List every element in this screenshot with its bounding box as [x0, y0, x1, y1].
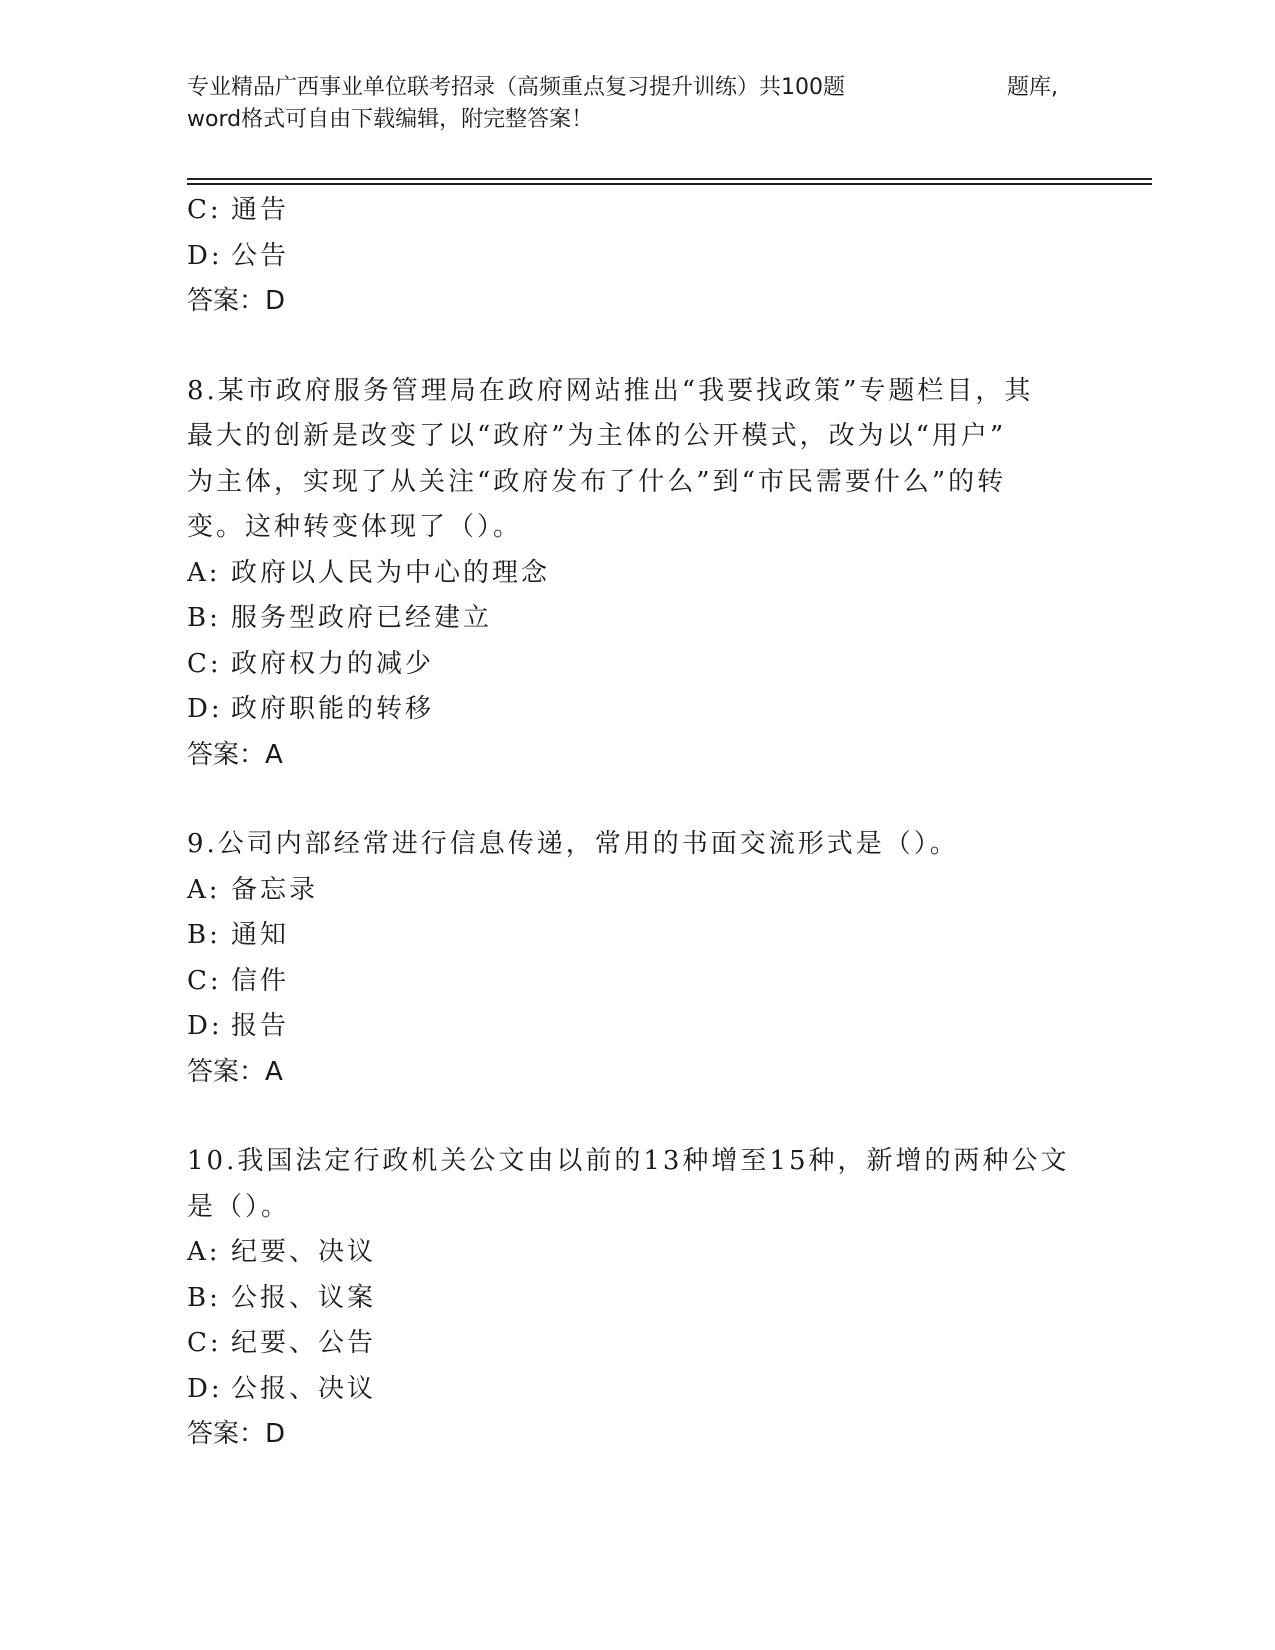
option-key: A:: [187, 1237, 221, 1267]
option-line: [187, 596, 1067, 642]
option-text: 公报、议案: [231, 1282, 377, 1313]
option-key: C:: [187, 965, 222, 996]
option-text: 通告: [231, 195, 290, 225]
option-line: [187, 642, 1067, 688]
option-line: [187, 1276, 1067, 1322]
option-key: D:: [187, 694, 223, 724]
option-line: [187, 1004, 1067, 1050]
document-header: [187, 72, 1067, 136]
option-key: B:: [187, 1282, 221, 1313]
answer-line: 答案：A: [187, 739, 283, 770]
answer-line: 答案：D: [187, 1419, 286, 1449]
option-text: 公告: [231, 240, 290, 271]
option-text: 纪要、决议: [231, 1237, 377, 1267]
question-stem-line: 变。这种转变体现了（）。: [187, 512, 523, 542]
option-line: [187, 188, 1067, 234]
option-key: D:: [187, 1011, 223, 1041]
option-key: D:: [187, 240, 223, 271]
header-title: 专业精品广西事业单位联考招录（高频重点复习提升训练）共100题: [187, 75, 845, 100]
option-key: C:: [187, 648, 222, 679]
option-text: 备忘录: [231, 874, 319, 905]
header-divider-bottom: [187, 183, 1152, 185]
option-text: 政府职能的转移: [231, 694, 435, 724]
option-key: A:: [187, 874, 221, 905]
question-stem-line: 为主体，实现了从关注“政府发布了什么”到“市民需要什么”的转: [187, 466, 1007, 497]
option-key: B:: [187, 920, 221, 950]
question-stem-line: 10.我国法定行政机关公文由以前的13种增至15种，新增的两种公文: [187, 1146, 1070, 1176]
option-line: [187, 1230, 1067, 1276]
option-text: 服务型政府已经建立: [231, 603, 493, 633]
answer-line: 答案：A: [187, 1056, 283, 1087]
question-stem-line: 9.公司内部经常进行信息传递，常用的书面交流形式是（）。: [187, 829, 959, 859]
option-text: 纪要、公告: [231, 1328, 377, 1358]
question-stem-line: 最大的创新是改变了以“政府”为主体的公开模式，改为以“用户”: [187, 421, 1007, 451]
option-line: [187, 1367, 1067, 1413]
option-key: B:: [187, 603, 221, 633]
option-text: 通知: [231, 920, 290, 950]
option-line: [187, 959, 1067, 1005]
header-divider-top: [187, 178, 1152, 180]
option-key: C:: [187, 1328, 222, 1358]
option-key: C:: [187, 195, 222, 225]
option-line: [187, 687, 1067, 733]
option-line: [187, 868, 1067, 914]
option-text: 公报、决议: [231, 1373, 377, 1404]
header-subtitle: word格式可自由下载编辑，附完整答案！: [187, 107, 594, 132]
option-line: [187, 551, 1067, 597]
header-title-line: [187, 72, 1067, 104]
option-line: [187, 913, 1067, 959]
option-key: A:: [187, 557, 221, 588]
question-stem-line: 是（）。: [187, 1191, 291, 1222]
header-title-suffix: 题库,: [1007, 75, 1058, 100]
option-text: 信件: [231, 965, 290, 996]
option-line: [187, 1321, 1067, 1367]
option-text: 报告: [231, 1011, 290, 1041]
option-text: 政府权力的减少: [231, 648, 435, 679]
answer-line: 答案：D: [187, 286, 286, 316]
option-line: [187, 234, 1067, 280]
question-stem-line: 8.某市政府服务管理局在政府网站推出“我要找政策”专题栏目，其: [187, 375, 1034, 406]
option-key: D:: [187, 1373, 223, 1404]
question-content: [187, 188, 1070, 1458]
option-text: 政府以人民为中心的理念: [231, 557, 551, 588]
